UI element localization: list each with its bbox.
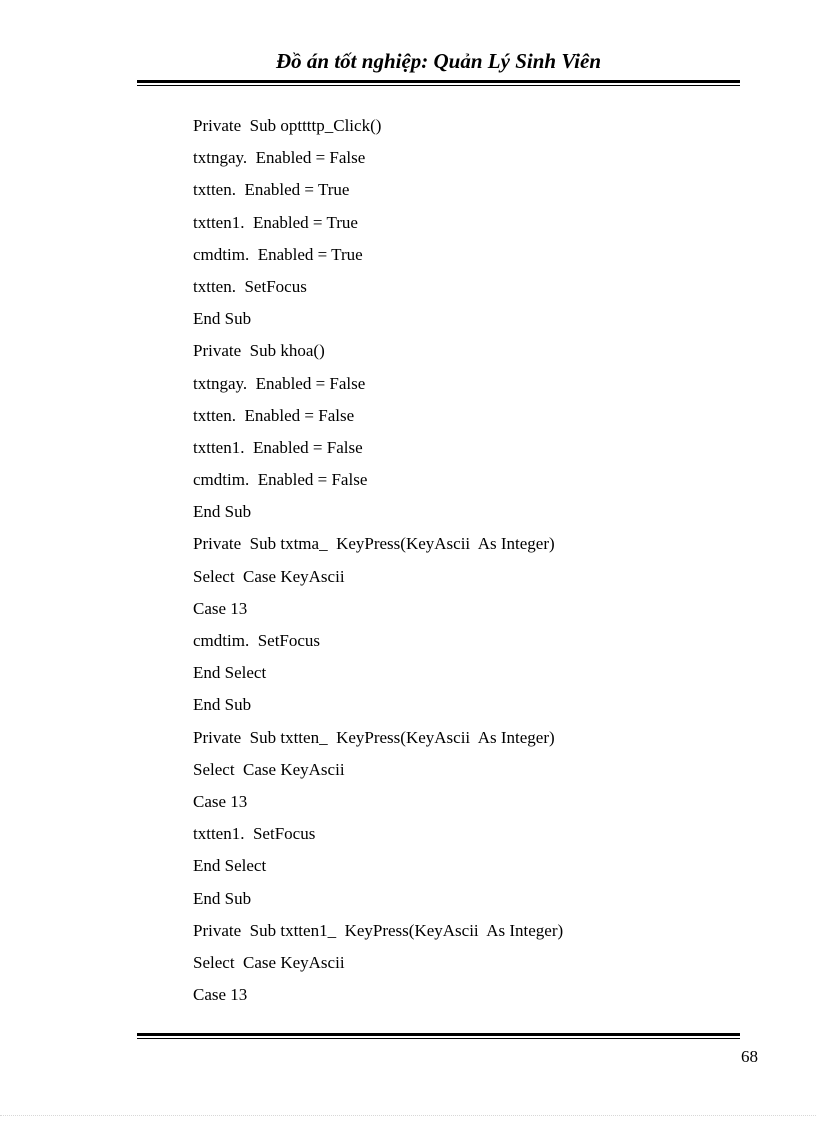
code-line: Private Sub khoa() [193, 341, 325, 361]
code-line: End Select [193, 856, 267, 876]
code-line: Case 13 [193, 791, 248, 811]
code-line: End Sub [193, 695, 252, 715]
code-line: End Select [193, 663, 267, 683]
code-line: txtten1. Enabled = False [193, 437, 363, 457]
code-line: txtten. SetFocus [193, 276, 307, 296]
code-line: End Sub [193, 888, 252, 908]
code-line: txtten. Enabled = False [193, 405, 355, 425]
code-line: Case 13 [193, 985, 248, 1005]
code-line: Select Case KeyAscii [193, 759, 345, 779]
code-line: Private Sub txtten_ KeyPress(KeyAscii As Integer) [193, 727, 555, 747]
code-line: End Sub [193, 502, 252, 522]
code-line: txtten1. Enabled = True [193, 212, 358, 232]
code-listing [193, 113, 713, 1014]
code-line: Select Case KeyAscii [193, 566, 345, 586]
code-line: Private Sub txtma_ KeyPress(KeyAscii As Integer) [193, 534, 555, 554]
code-line: cmdtim. Enabled = False [193, 470, 368, 490]
code-line: Private Sub opttttp_Click() [193, 116, 382, 135]
code-line: cmdtim. Enabled = True [193, 244, 363, 264]
code-line: cmdtim. SetFocus [193, 631, 321, 650]
footer-divider [137, 1033, 740, 1039]
code-line: txtngay. Enabled = False [193, 373, 366, 393]
code-line: txtten. Enabled = True [193, 180, 350, 200]
code-line: Private Sub txtten1_ KeyPress(KeyAscii As Integer) [193, 920, 564, 940]
code-line: txtten1. SetFocus [193, 824, 316, 844]
header-divider [137, 80, 740, 86]
code-line: Case 13 [193, 598, 248, 618]
code-line: txtngay. Enabled = False [193, 148, 366, 168]
code-line: End Sub [193, 309, 252, 329]
code-line: Select Case KeyAscii [193, 952, 345, 972]
page-header-title: Đồ án tốt nghiệp: Quản Lý Sinh Viên [276, 49, 601, 73]
page-number: 68 [741, 1047, 758, 1066]
page-edge-divider [0, 1115, 816, 1116]
